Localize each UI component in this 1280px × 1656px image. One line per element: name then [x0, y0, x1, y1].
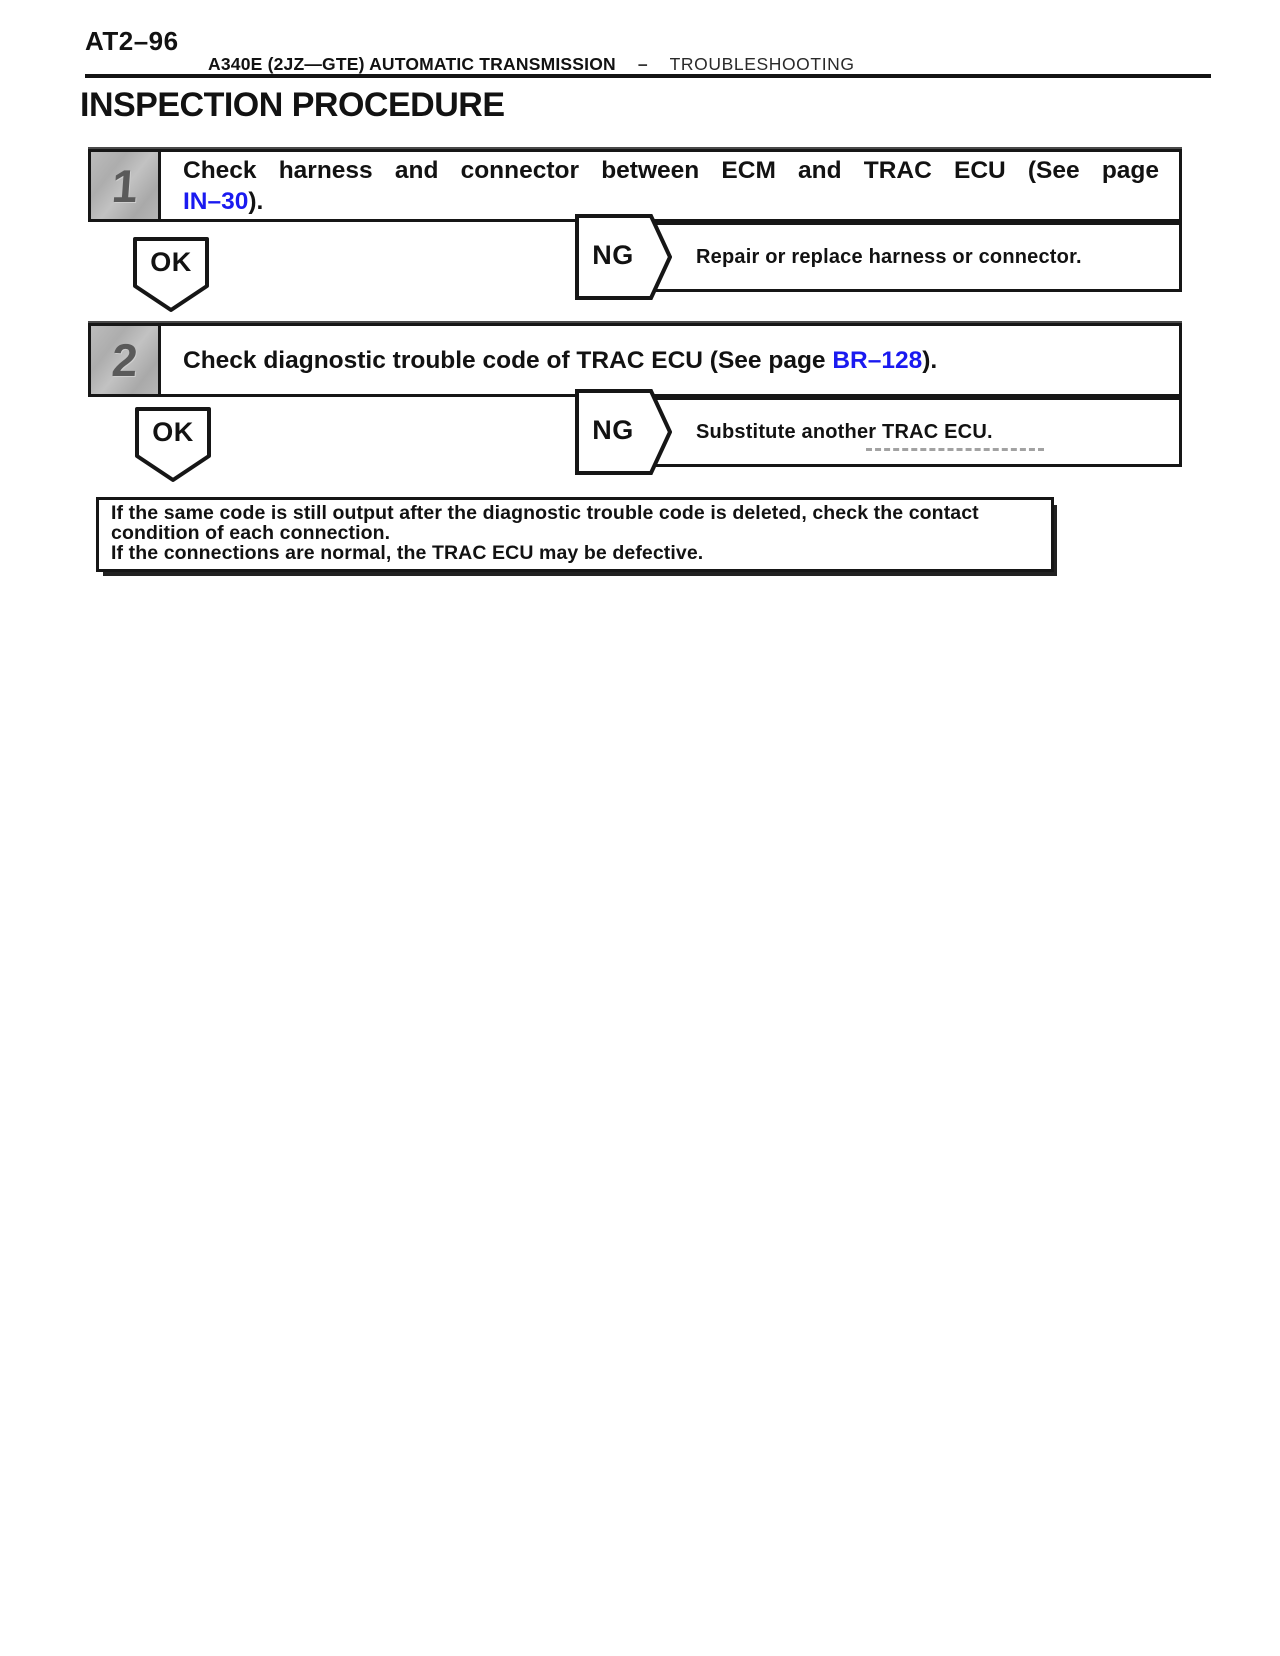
step-1-ok-label: OK: [150, 247, 192, 277]
note-line-1: If the same code is still output after the diagnostic trouble code is deleted, check the contact condition of each connection.: [111, 502, 979, 544]
step-1-text-line1: Check harness and connector between ECM and TRAC ECU (See page: [183, 157, 1159, 184]
step-1-page-link[interactable]: IN–30: [183, 188, 249, 215]
page-number: AT2–96: [85, 26, 179, 56]
step-1-ng-label: NG: [592, 240, 634, 270]
step-2-instruction: [161, 326, 1179, 394]
step-2-ok-label: OK: [152, 417, 194, 447]
step-1-text-suffix: ).: [248, 188, 264, 215]
step-2-ng-result: [575, 397, 1182, 467]
scan-artifact-dashes: [866, 448, 1044, 451]
page-title: INSPECTION PROCEDURE: [80, 86, 505, 124]
step-1-number: 1: [109, 159, 140, 212]
section-title: A340E (2JZ—GTE) AUTOMATIC TRANSMISSION: [208, 54, 616, 74]
step-1-instruction: [161, 152, 1179, 219]
step-2-text: [183, 345, 1159, 376]
section-subtitle: TROUBLESHOOTING: [669, 54, 855, 74]
step-1-ng-result: [575, 222, 1182, 292]
step-1-ng-action: Repair or replace harness or connector.: [696, 245, 1082, 268]
note-line-2: If the connections are normal, the TRAC ECU may be defective.: [111, 542, 704, 564]
step-2-ng-badge: [575, 389, 672, 475]
step-1-number-cell: [91, 152, 161, 219]
section-separator: –: [637, 54, 648, 74]
section-breadcrumb: [208, 54, 855, 75]
step-1-text-line2: [183, 186, 1159, 217]
step-2-text-suffix: ).: [922, 347, 938, 374]
step-2-text-prefix: Check diagnostic trouble code of TRAC ECU (See page: [183, 347, 833, 374]
header-divider: [85, 74, 1211, 78]
step-1-box: [88, 149, 1182, 222]
step-2-ng-label: NG: [592, 415, 634, 445]
step-2-number-cell: [91, 326, 161, 394]
step-1-ok-connector: [132, 236, 210, 314]
step-2-number: 2: [109, 334, 140, 386]
step-1-ng-badge: [575, 214, 672, 300]
step-2-ng-action: Substitute another TRAC ECU.: [696, 420, 993, 443]
step-2-ok-connector: [134, 406, 212, 484]
note-box: [96, 497, 1054, 572]
step-2-box: [88, 323, 1182, 397]
step-2-page-link[interactable]: BR–128: [832, 347, 923, 374]
